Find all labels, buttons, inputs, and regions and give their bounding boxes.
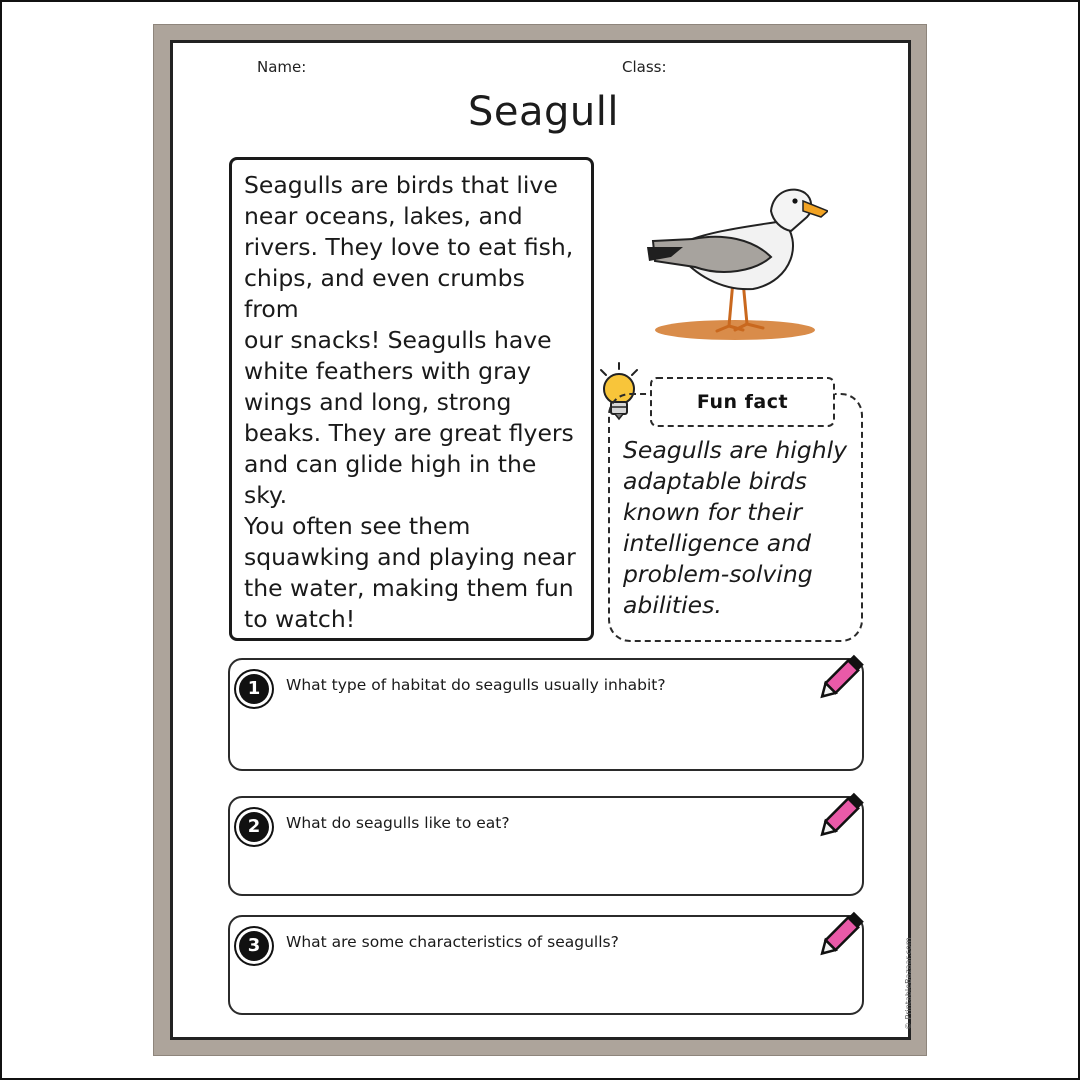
story-line: You often see them xyxy=(244,512,471,540)
story-line: the water, making them fun xyxy=(244,574,574,602)
worksheet-page xyxy=(170,40,911,1040)
story-line: rivers. They love to eat fish, xyxy=(244,233,574,261)
fun-fact-heading: Fun fact xyxy=(650,377,835,427)
story-box xyxy=(229,157,594,641)
credit-text: © PrintableBazaar.com xyxy=(904,937,913,1030)
story-line: white feathers with gray xyxy=(244,357,532,385)
fun-fact-line: known for their xyxy=(623,498,803,526)
story-line: beaks. They are great flyers xyxy=(244,419,574,447)
story-line: our snacks! Seagulls have xyxy=(244,326,552,354)
story-line: and can glide high in the sky. xyxy=(244,450,537,509)
story-line: squawking and playing near xyxy=(244,543,576,571)
story-text xyxy=(244,170,579,635)
question-text: What type of habitat do seagulls usually inhabit? xyxy=(286,676,666,694)
pencil-icon xyxy=(818,650,870,702)
fun-fact-line: abilities. xyxy=(623,591,722,619)
seagull-illustration xyxy=(643,181,828,346)
story-line: wings and long, strong xyxy=(244,388,512,416)
name-label: Name: xyxy=(257,58,307,76)
story-line: near oceans, lakes, and xyxy=(244,202,523,230)
question-number: 2 xyxy=(239,812,269,842)
fun-fact-line: problem-solving xyxy=(623,560,813,588)
fun-fact-line: intelligence and xyxy=(623,529,812,557)
story-line: Seagulls are birds that live xyxy=(244,171,558,199)
class-label: Class: xyxy=(622,58,667,76)
pencil-icon xyxy=(818,907,870,959)
question-text: What are some characteristics of seagulls? xyxy=(286,933,619,951)
story-line: to watch! xyxy=(244,605,356,633)
question-number: 1 xyxy=(239,674,269,704)
question-text: What do seagulls like to eat? xyxy=(286,814,510,832)
story-line: chips, and even crumbs from xyxy=(244,264,525,323)
question-number: 3 xyxy=(239,931,269,961)
page-title: Seagull xyxy=(468,89,619,135)
fun-fact-line: adaptable birds xyxy=(623,467,807,495)
fun-fact-line: Seagulls are highly xyxy=(623,436,848,464)
question-box-3[interactable] xyxy=(228,915,864,1015)
pencil-icon xyxy=(818,788,870,840)
question-box-1[interactable] xyxy=(228,658,864,771)
question-box-2[interactable] xyxy=(228,796,864,896)
fun-fact-text xyxy=(623,435,858,621)
